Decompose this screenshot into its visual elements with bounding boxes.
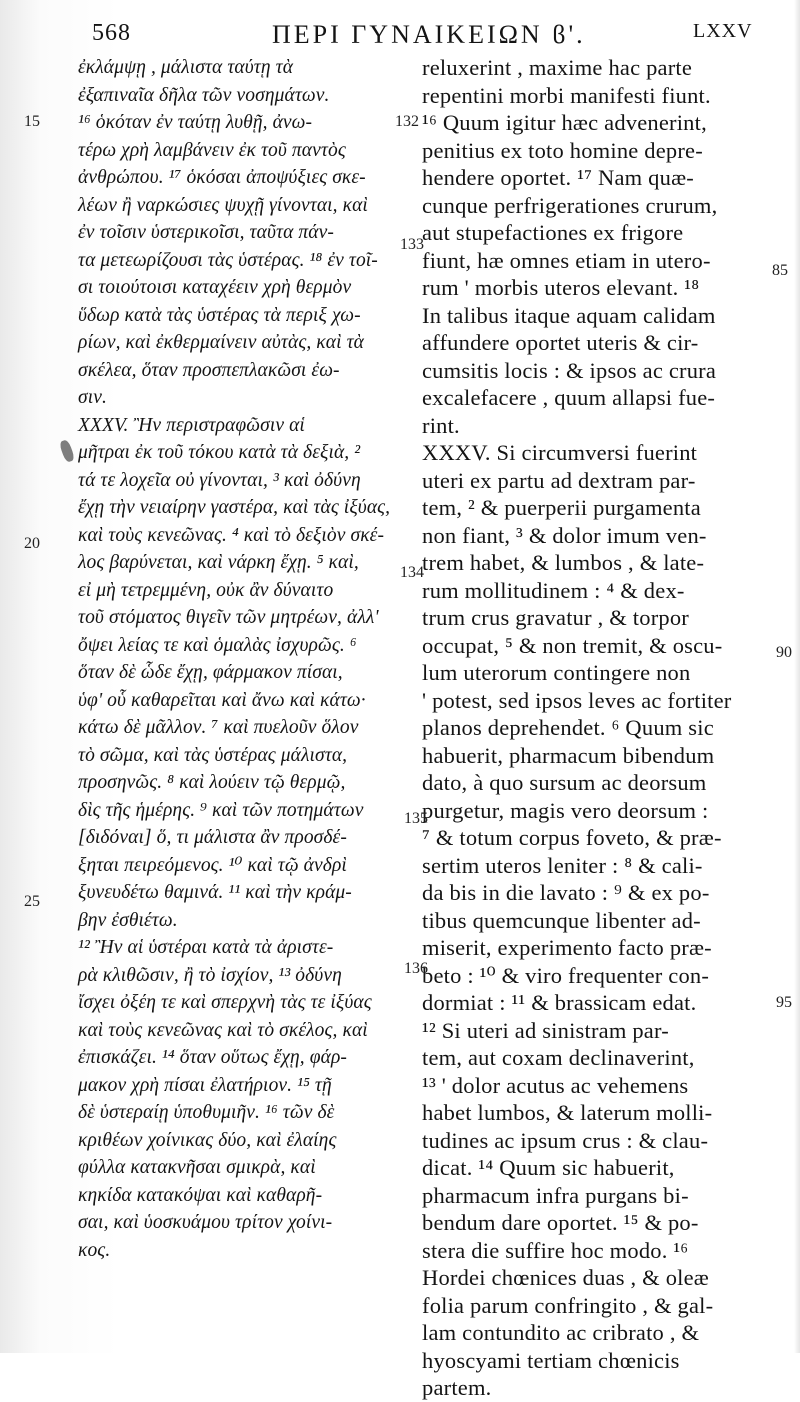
- greek-text-line: ρίων, καὶ ἐκθερμαίνειν αὐτὰς, καὶ τὰ: [78, 332, 364, 353]
- latin-text-line: In talibus itaque aquam calidam: [422, 302, 716, 328]
- greek-text-line: δὲ ὑστεραίῃ ὑποθυμιῆν. ¹⁶ τῶν δὲ: [78, 1102, 335, 1123]
- latin-text-line: Hordei chœnices duas , & oleæ: [422, 1265, 709, 1290]
- greek-text-line: μακον χρὴ πίσαι ἐλατήριον. ¹⁵ τῇ: [78, 1074, 332, 1096]
- latin-text-line: penitius ex toto homine depre-: [422, 137, 703, 163]
- line-number-15: 15: [24, 113, 40, 130]
- greek-text-line: κάτω δὲ μᾶλλον. ⁷ καὶ πυελοῦν ὅλον: [78, 717, 359, 738]
- latin-text-line: dicat. ¹⁴ Quum sic habuerit,: [422, 1155, 675, 1180]
- greek-text-line: καὶ τοὺς κενεῶνας. ⁴ καὶ τὸ δεξιὸν σκέ-: [78, 524, 385, 546]
- latin-text-line: lam contundito ac cribrato , &: [422, 1320, 700, 1345]
- greek-text-line: ὕδωρ κατὰ τὰς ὑστέρας τὰ περιξ χω-: [78, 304, 361, 326]
- greek-text-line: ρὰ κλιθῶσιν, ἢ τὸ ἰσχίον, ¹³ ὀδύνη: [78, 964, 342, 986]
- greek-text-line: σαι, καὶ ὑοσκυάμου τρίτον χοίνι-: [78, 1212, 333, 1233]
- latin-text-line: cumsitis locis : & ipsos ac crura: [422, 357, 717, 383]
- latin-text-line: excalefacere , quum allapsi fue-: [422, 385, 716, 410]
- latin-text-line: folia parum confringito , & gal-: [422, 1292, 714, 1318]
- greek-text-line: ἴσχει ὀξέη τε καὶ σπερχνὴ τὰς τε ἰξύας: [78, 992, 372, 1013]
- latin-text-line: purgetur, magis vero deorsum :: [422, 797, 709, 823]
- section-number-132: 132: [395, 113, 419, 130]
- greek-text-line: λέων ἢ ναρκώσιες ψυχῇ γίνονται, καὶ: [78, 194, 368, 216]
- greek-text-line: ¹⁶ ὁκόταν ἐν ταύτῃ λυθῇ, ἀνω-: [78, 112, 313, 133]
- greek-text-line: τέρω χρὴ λαμβάνειν ἐκ τοῦ παντὸς: [78, 139, 346, 161]
- latin-text-line: habuerit, pharmacum bibendum: [422, 742, 715, 768]
- greek-text-line: λος βαρύνεται, καὶ νάρκη ἔχῃ. ⁵ καὶ,: [78, 552, 359, 573]
- greek-text-line: ἀνθρώπου. ¹⁷ ὁκόσαι ἀποψύξιες σκε-: [78, 167, 366, 188]
- right-margin-number-95: 95: [776, 994, 792, 1011]
- latin-text-line: planos deprehendet. ⁶ Quum sic: [422, 715, 714, 740]
- latin-text-line: lum uterorum contingere non: [422, 660, 691, 685]
- latin-text-line: sertim uteros leniter : ⁸ & cali-: [422, 852, 703, 878]
- latin-text-line: hyoscyami tertiam chœnicis: [422, 1347, 680, 1373]
- latin-text-line: rint.: [422, 412, 460, 438]
- greek-text-line: μῆτραι ἐκ τοῦ τόκου κατὰ τὰ δεξιὰ, ²: [78, 442, 361, 463]
- latin-text-line: uteri ex partu ad dextram par-: [422, 467, 696, 493]
- greek-text-line: ἐκλάμψῃ , μάλιστα ταύτῃ τὰ: [78, 57, 294, 78]
- greek-text-line: σι τοιούτοισι καταχέειν χρὴ θερμὸν: [78, 277, 352, 298]
- greek-text-line: ἐπισκάζει. ¹⁴ ὅταν οὕτως ἔχῃ, φάρ-: [78, 1047, 348, 1068]
- latin-text-line: ' potest, sed ipsos leves ac fortiter: [422, 687, 732, 713]
- greek-text-line: ὑφ' οὗ καθαρεῖται καὶ ἄνω καὶ κάτω·: [78, 689, 366, 711]
- greek-text-line: ἐξαπιναῖα δῆλα τῶν νοσημάτων.: [78, 84, 330, 106]
- section-number-133: 133: [400, 236, 424, 253]
- greek-text-line: εἰ μὴ τετρεμμένη, οὐκ ἂν δύναιτο: [78, 579, 334, 601]
- latin-text-line: miserit, experimento facto præ-: [422, 935, 712, 960]
- greek-text-line: βην ἐσθιέτω.: [78, 909, 178, 931]
- greek-text-line: ἔχῃ τὴν νειαίρην γαστέρα, καὶ τὰς ἰξύας,: [78, 497, 391, 518]
- greek-text-line: τὸ σῶμα, καὶ τὰς ὑστέρας μάλιστα,: [78, 744, 348, 766]
- section-number-135: 135: [404, 810, 428, 827]
- latin-text-line: tibus quemcunque libenter ad-: [422, 907, 701, 933]
- running-title: ΠΕΡΙ ΓΥΝΑΙΚΕΙΩΝ ϐ'.: [272, 20, 586, 49]
- latin-text-line: cunque perfrigerationes crurum,: [422, 192, 718, 218]
- section-signature: LXXV: [693, 20, 753, 42]
- latin-text-line: repentini morbi manifesti fiunt.: [422, 82, 711, 108]
- greek-text-line: κριθέων χοίνικας δύο, καὶ ἐλαίης: [78, 1129, 337, 1151]
- greek-text-line: σιν.: [78, 387, 107, 408]
- greek-text-line: καὶ τοὺς κενεῶνας καὶ τὸ σκέλος, καὶ: [78, 1019, 368, 1041]
- right-margin-number-85: 85: [772, 262, 788, 279]
- latin-text-line: beto : ¹⁰ & viro frequenter con-: [422, 962, 710, 988]
- latin-text-line: trem habet, & lumbos , & late-: [422, 550, 705, 575]
- latin-text-line: fiunt, hæ omnes etiam in utero-: [422, 247, 711, 273]
- latin-text-line: tem, ² & puerperii purgamenta: [422, 495, 701, 520]
- page-number: 568: [92, 20, 131, 46]
- greek-text-line: ὄψει λείας τε καὶ ὁμαλὰς ἰσχυρῶς. ⁶: [78, 634, 357, 656]
- greek-text-line: τοῦ στόματος θιγεῖν τῶν μητρέων, ἀλλ': [78, 607, 379, 628]
- greek-text-line: τά τε λοχεῖα οὐ γίνονται, ³ καὶ ὀδύνη: [78, 469, 361, 491]
- latin-text-line: aut stupefactiones ex frigore: [422, 220, 684, 245]
- latin-text-line: tem, aut coxam declinaverint,: [422, 1045, 695, 1070]
- section-number-136: 136: [404, 960, 428, 977]
- latin-text-line: dormiat : ¹¹ & brassicam edat.: [422, 990, 697, 1015]
- line-number-20: 20: [24, 535, 40, 552]
- greek-text-line: ¹² Ἢν αἱ ὑστέραι κατὰ τὰ ἀριστε-: [78, 937, 334, 958]
- greek-text-line: ξυνευδέτω θαμινά. ¹¹ καὶ τὴν κράμ-: [78, 882, 352, 903]
- latin-text-line: hendere oportet. ¹⁷ Nam quæ-: [422, 165, 694, 190]
- ink-blot: [59, 439, 76, 463]
- greek-text-column: [78, 54, 422, 1264]
- greek-text-line: τα μετεωρίζουσι τὰς ὑστέρας. ¹⁸ ἐν τοῖ-: [78, 249, 378, 271]
- greek-text-line: δὶς τῆς ἡμέρης. ⁹ καὶ τῶν ποτημάτων: [78, 799, 364, 821]
- latin-text-line: occupat, ⁵ & non tremit, & oscu-: [422, 632, 723, 658]
- latin-text-column: [422, 54, 792, 1402]
- greek-text-line: κηκίδα κατακόψαι καὶ καθαρῆ-: [78, 1184, 323, 1206]
- latin-text-line: habet lumbos, & laterum molli-: [422, 1100, 713, 1125]
- latin-text-line: trum crus gravatur , & torpor: [422, 605, 689, 630]
- right-margin-number-90: 90: [776, 644, 792, 661]
- greek-text-line: XXXV. Ἢν περιστραφῶσιν αἱ: [78, 414, 305, 436]
- latin-text-line: bendum dare oportet. ¹⁵ & po-: [422, 1210, 699, 1235]
- latin-text-line: non fiant, ³ & dolor imum ven-: [422, 522, 707, 548]
- latin-text-line: ¹² Si uteri ad sinistram par-: [422, 1017, 669, 1043]
- latin-text-line: ¹³ ' dolor acutus ac vehemens: [422, 1072, 689, 1098]
- line-number-25: 25: [24, 893, 40, 910]
- latin-text-line: dato, à quo sursum ac deorsum: [422, 770, 707, 795]
- latin-text-line: da bis in die lavato : ⁹ & ex po-: [422, 880, 710, 905]
- latin-text-line: partem.: [422, 1375, 492, 1400]
- latin-text-line: pharmacum infra purgans bi-: [422, 1182, 689, 1208]
- latin-text-line: ⁷ & totum corpus foveto, & præ-: [422, 825, 722, 850]
- greek-text-line: ὅταν δὲ ὧδε ἔχῃ, φάρμακον πίσαι,: [78, 662, 343, 683]
- latin-text-line: reluxerint , maxime hac parte: [422, 55, 693, 80]
- greek-text-line: [διδόναι] ὅ, τι μάλιστα ἂν προσδέ-: [78, 827, 347, 848]
- greek-text-line: ξηται πειρεόμενος. ¹⁰ καὶ τῷ ἀνδρὶ: [78, 854, 347, 876]
- greek-text-line: ἐν τοῖσιν ὑστερικοῖσι, ταῦτα πάν-: [78, 222, 334, 243]
- greek-text-line: κος.: [78, 1239, 111, 1261]
- latin-text-line: tudines ac ipsum crus : & clau-: [422, 1127, 709, 1153]
- latin-text-line: stera die suffire hoc modo. ¹⁶: [422, 1237, 689, 1263]
- greek-text-line: σκέλεα, ὅταν προσπεπλακῶσι ἐω-: [78, 359, 340, 381]
- latin-text-line: rum ' morbis uteros elevant. ¹⁸: [422, 275, 700, 300]
- greek-text-line: προσηνῶς. ⁸ καὶ λούειν τῷ θερμῷ,: [78, 772, 346, 793]
- section-number-134: 134: [400, 564, 424, 581]
- latin-text-line: affundere oportet uteris & cir-: [422, 330, 699, 355]
- latin-text-line: ¹⁶ Quum igitur hæc advenerint,: [422, 110, 707, 135]
- latin-text-line: XXXV. Si circumversi fuerint: [422, 440, 698, 465]
- greek-text-line: φύλλα κατακνῆσαι σμικρὰ, καὶ: [78, 1157, 316, 1178]
- page-edge-shadow: [794, 0, 800, 1353]
- latin-text-line: rum mollitudinem : ⁴ & dex-: [422, 577, 685, 603]
